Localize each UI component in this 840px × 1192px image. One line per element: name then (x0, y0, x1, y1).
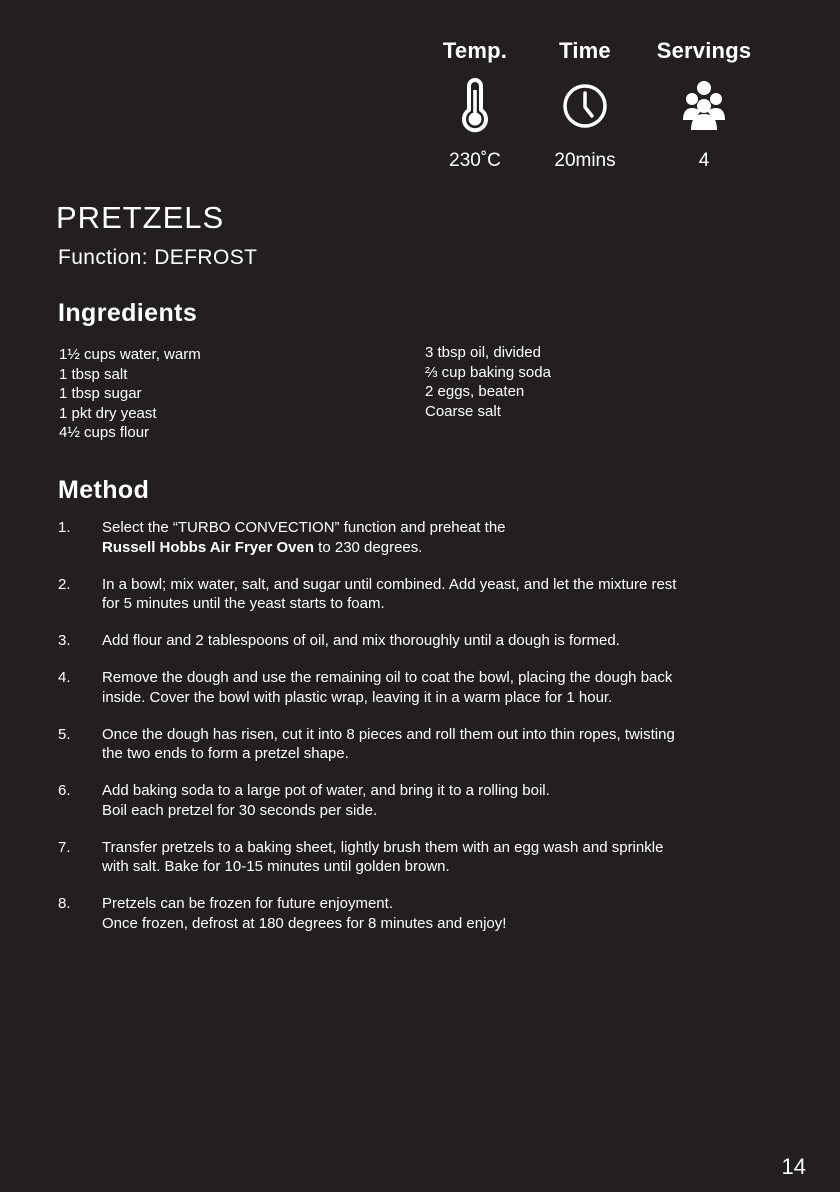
method-step-6 (58, 781, 798, 820)
step-text: Add baking soda to a large pot of water, and bring it to a rolling boil. (102, 782, 550, 799)
step-number: 3. (58, 632, 71, 649)
stat-temperature-value: 230˚C (449, 150, 501, 171)
product-name: Russell Hobbs Air Fryer Oven (102, 538, 315, 556)
step-number: 7. (58, 838, 71, 856)
ingredients-list-right (425, 343, 745, 421)
step-text: In a bowl; mix water, salt, and sugar until combined. Add yeast, and let the mixture rest (102, 575, 677, 593)
step-number: 5. (58, 725, 71, 743)
ingredient-item: 4½ cups flour (59, 424, 150, 441)
step-text-rest: to 230 degrees. (314, 538, 423, 556)
step-text: Transfer pretzels to a baking sheet, lightly brush them with an egg wash and sprinkle (102, 838, 664, 856)
step-text: Once the dough has risen, cut it into 8 pieces and roll them out into thin ropes, twisting (102, 725, 675, 743)
ingredient-item: 1 pkt dry yeast (59, 404, 157, 422)
stat-servings-value: 4 (698, 150, 710, 171)
method-step-8 (58, 894, 798, 933)
stat-temperature-label: Temp. (442, 38, 508, 63)
method-step-4 (58, 668, 798, 707)
recipe-function: Function: DEFROST (58, 246, 258, 269)
step-text-line2: for 5 minutes until the yeast starts to foam. (102, 595, 385, 612)
step-text-line2: with salt. Bake for 10-15 minutes until golden brown. (102, 858, 450, 875)
page-number: 14 (781, 1154, 806, 1179)
method-steps (58, 518, 798, 951)
ingredients-heading: Ingredients (58, 299, 198, 327)
step-number: 1. (58, 519, 71, 536)
method-step-1 (58, 518, 798, 557)
recipe-title: PRETZELS (56, 200, 225, 235)
stat-temperature (415, 36, 535, 172)
stat-time-label: Time (559, 38, 611, 63)
step-text-line2: inside. Cover the bowl with plastic wrap, leaving it in a warm place for 1 hour. (102, 688, 613, 706)
people-icon (674, 76, 734, 136)
ingredient-item: 1 tbsp sugar (59, 385, 142, 402)
method-step-2 (58, 575, 798, 614)
ingredient-item: 2 eggs, beaten (425, 383, 525, 400)
stat-time (525, 36, 645, 172)
step-number: 2. (58, 575, 71, 593)
clock-icon (555, 76, 615, 136)
ingredient-item: 1 tbsp salt (59, 365, 128, 383)
step-number: 8. (58, 895, 71, 912)
recipe-stats (420, 36, 780, 176)
step-text-line2: the two ends to form a pretzel shape. (102, 745, 349, 762)
ingredient-item: ⅔ cup baking soda (425, 363, 551, 381)
method-step-5 (58, 725, 798, 764)
step-text-line2: Boil each pretzel for 30 seconds per side. (102, 801, 378, 819)
stat-servings-label: Servings (656, 38, 752, 63)
ingredient-item: Coarse salt (425, 402, 501, 420)
step-text-line2 (102, 538, 798, 558)
stat-time-value: 20mins (554, 150, 616, 171)
step-number: 6. (58, 782, 71, 799)
step-text: Remove the dough and use the remaining oil to coat the bowl, placing the dough back (102, 669, 673, 686)
step-number: 4. (58, 669, 71, 686)
method-heading: Method (58, 476, 150, 504)
ingredients-list-left (59, 345, 379, 443)
step-text-line2: Once frozen, defrost at 180 degrees for 8 minutes and enjoy! (102, 914, 507, 932)
method-step-3 (58, 631, 798, 651)
stat-servings (644, 36, 764, 172)
ingredient-item: 1½ cups water, warm (59, 346, 201, 363)
step-text: Select the “TURBO CONVECTION” function and preheat the (102, 519, 506, 536)
method-step-7 (58, 838, 798, 877)
ingredient-item: 3 tbsp oil, divided (425, 344, 541, 361)
step-text: Pretzels can be frozen for future enjoyment. (102, 895, 393, 912)
step-text: Add flour and 2 tablespoons of oil, and mix thoroughly until a dough is formed. (102, 632, 620, 649)
thermometer-icon (445, 76, 505, 136)
